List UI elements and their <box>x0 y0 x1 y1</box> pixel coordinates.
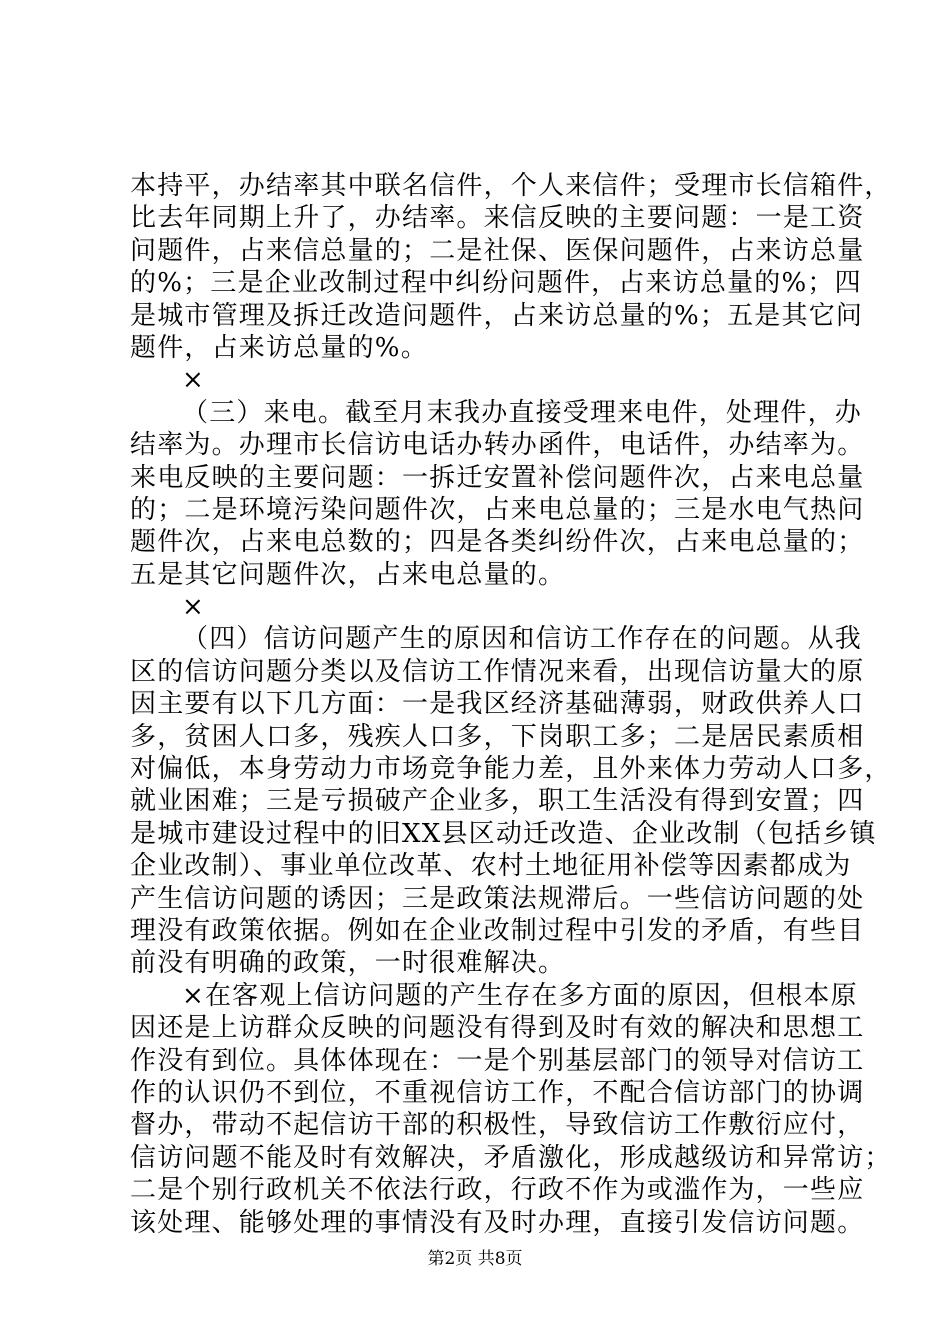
text-line: 因主要有以下几方面：一是我区经济基础薄弱，财政供养人口 <box>130 689 865 720</box>
text-line: 是城市建设过程中的旧XX县区动迁改造、企业改制（包括乡镇 <box>130 818 877 849</box>
text-line: 信访问题不能及时有效解决，矛盾激化，形成越级访和异常访； <box>130 1142 892 1173</box>
text-line: 问题件，占来信总量的；二是社保、医保问题件，占来访总量 <box>130 235 865 266</box>
text-line: 前没有明确的政策，一时很难解决。 <box>130 948 566 979</box>
text-line: 题件，占来访总量的%。 <box>130 332 428 363</box>
text-line: ×在客观上信访问题的产生存在多方面的原因，但根本原 <box>182 980 858 1011</box>
text-line: 督办，带动不起信访干部的积极性，导致信访工作敷衍应付， <box>130 1110 865 1141</box>
text-line: 理没有政策依据。例如在企业改制过程中引发的矛盾，有些目 <box>130 915 865 946</box>
text-line: （四）信访问题产生的原因和信访工作存在的问题。从我 <box>182 624 863 655</box>
text-line: 对偏低，本身劳动力市场竞争能力差，且外来体力劳动人口多， <box>130 754 892 785</box>
text-line: 因还是上访群众反映的问题没有得到及时有效的解决和思想工 <box>130 1013 865 1044</box>
text-line: 的；二是环境污染问题件次，占来电总量的；三是水电气热问 <box>130 494 865 525</box>
text-line: 该处理、能够处理的事情没有及时办理，直接引发信访问题。 <box>130 1207 865 1238</box>
text-line: 企业改制）、事业单位改革、农村土地征用补偿等因素都成为 <box>130 851 852 882</box>
text-line: 结率为。办理市长信访电话办转办函件，电话件，办结率为。 <box>130 430 865 461</box>
text-line: 多，贫困人口多，残疾人口多，下岗职工多；二是居民素质相 <box>130 721 865 752</box>
page-number-footer: 第2页 共8页 <box>427 1249 523 1269</box>
text-line: 来电反映的主要问题：一拆迁安置补偿问题件次，占来电总量 <box>130 462 865 493</box>
document-body <box>130 170 892 1239</box>
text-line: 就业困难；三是亏损破产企业多，职工生活没有得到安置；四 <box>130 786 865 817</box>
text-line: 作的认识仍不到位，不重视信访工作，不配合信访部门的协调 <box>130 1077 865 1108</box>
text-line: 本持平，办结率其中联名信件，个人来信件；受理市长信箱件， <box>130 171 892 201</box>
text-line: 五是其它问题件次，占来电总量的。 <box>130 559 566 590</box>
section-marker: × <box>182 365 205 396</box>
section-marker: × <box>182 592 205 623</box>
text-line: 题件次，占来电总数的；四是各类纠纷件次，占来电总量的； <box>130 527 865 558</box>
text-line: （三）来电。截至月末我办直接受理来电件，处理件，办 <box>182 397 863 428</box>
text-line: 产生信访问题的诱因；三是政策法规滞后。一些信访问题的处 <box>130 883 865 914</box>
text-line: 二是个别行政机关不依法行政，行政不作为或滥作为，一些应 <box>130 1175 865 1206</box>
text-line: 区的信访问题分类以及信访工作情况来看，出现信访量大的原 <box>130 656 865 687</box>
text-line: 作没有到位。具体体现在：一是个别基层部门的领导对信访工 <box>130 1045 865 1076</box>
text-line: 是城市管理及拆迁改造问题件，占来访总量的%；五是其它问 <box>130 300 864 331</box>
text-line: 的%；三是企业改制过程中纠纷问题件，占来访总量的%；四 <box>130 268 862 299</box>
text-line: 比去年同期上升了，办结率。来信反映的主要问题：一是工资 <box>130 203 865 234</box>
